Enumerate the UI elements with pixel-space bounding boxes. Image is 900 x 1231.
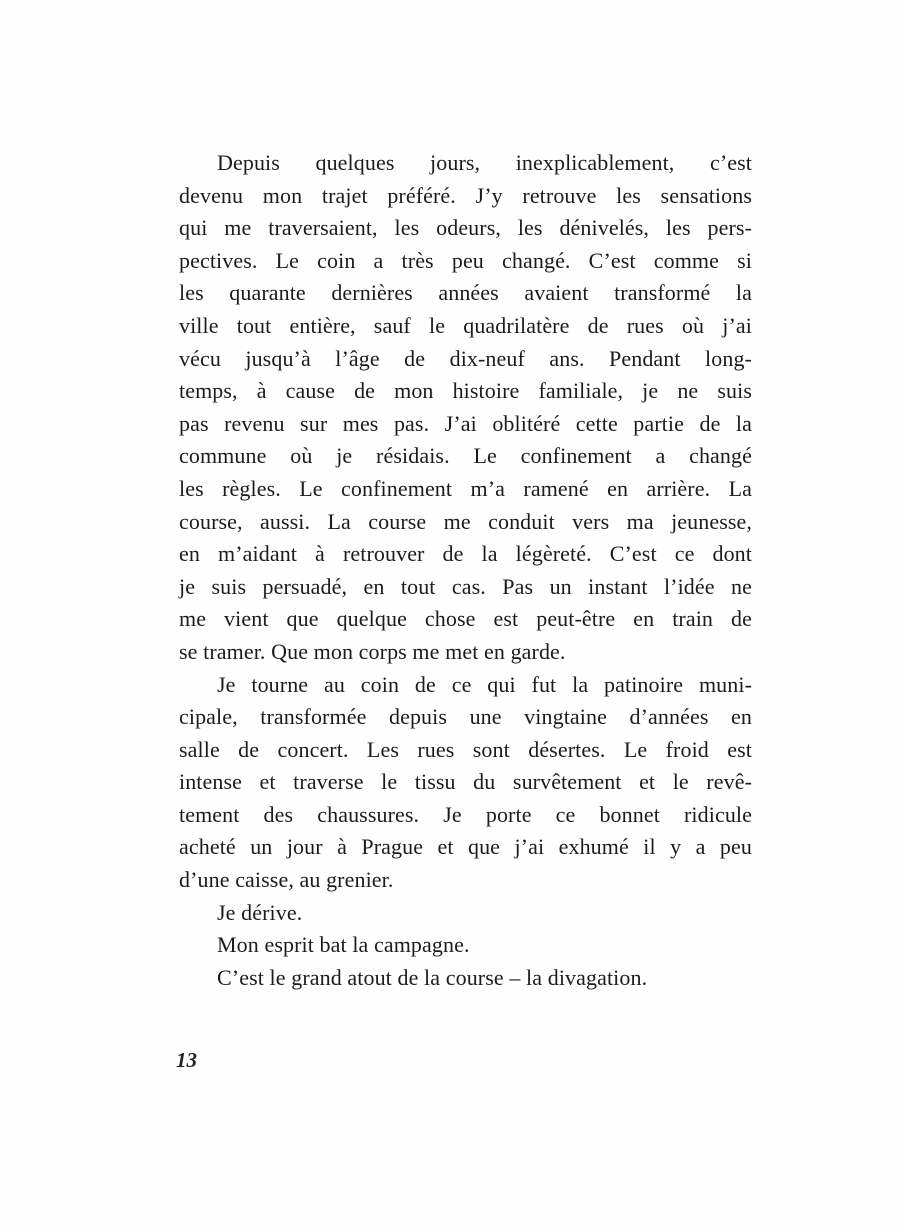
text-line: Je tourne au coin de ce qui fut la patinoire muni- xyxy=(217,671,752,697)
text-line: Depuis quelques jours, inexplicablement, c’est xyxy=(217,150,752,175)
body-text-block xyxy=(179,147,752,994)
text-line: en m’aidant à retrouver de la légèreté. C’est ce dont xyxy=(179,541,752,567)
text-line: vécu jusqu’à l’âge de dix-neuf ans. Pendant long- xyxy=(179,345,752,371)
text-line: acheté un jour à Prague et que j’ai exhumé il y a peu xyxy=(179,834,752,860)
text-line: Mon esprit bat la campagne. xyxy=(217,932,470,958)
text-line: se tramer. Que mon corps me met en garde. xyxy=(179,638,566,664)
text-line: intense et traverse le tissu du survêtement et le revê- xyxy=(179,769,752,795)
text-line: C’est le grand atout de la course – la divagation. xyxy=(217,964,648,990)
text-line: devenu mon trajet préféré. J’y retrouve les sensations xyxy=(179,182,752,208)
text-line: d’une caisse, au grenier. xyxy=(179,867,394,893)
text-line: les règles. Le confinement m’a ramené en arrière. La xyxy=(179,475,752,501)
text-line: me vient que quelque chose est peut-être en train de xyxy=(179,606,752,632)
text-line: Je dérive. xyxy=(217,899,303,925)
text-line: pas revenu sur mes pas. J’ai oblitéré cette partie de la xyxy=(179,410,752,436)
text-line: je suis persuadé, en tout cas. Pas un instant l’idée ne xyxy=(179,573,752,599)
text-line: ville tout entière, sauf le quadrilatère de rues où j’ai xyxy=(179,312,752,338)
text-line: temps, à cause de mon histoire familiale, je ne suis xyxy=(179,378,752,404)
paragraph xyxy=(179,962,752,995)
text-line: cipale, transformée depuis une vingtaine d’années en xyxy=(179,704,752,730)
text-line: commune où je résidais. Le confinement a changé xyxy=(179,443,752,469)
page-number: 13 xyxy=(176,1048,197,1072)
text-line: salle de concert. Les rues sont désertes. Le froid est xyxy=(179,736,752,762)
text-line: les quarante dernières années avaient transformé la xyxy=(179,280,752,306)
paragraph xyxy=(179,929,752,962)
text-line: qui me traversaient, les odeurs, les dénivelés, les pers- xyxy=(179,215,752,241)
text-line: pectives. Le coin a très peu changé. C’est comme si xyxy=(179,247,752,273)
paragraph xyxy=(179,669,752,897)
paragraph xyxy=(179,147,752,669)
text-line: tement des chaussures. Je porte ce bonnet ridicule xyxy=(179,801,752,827)
text-line: course, aussi. La course me conduit vers ma jeunesse, xyxy=(179,508,752,534)
paragraph xyxy=(179,897,752,930)
